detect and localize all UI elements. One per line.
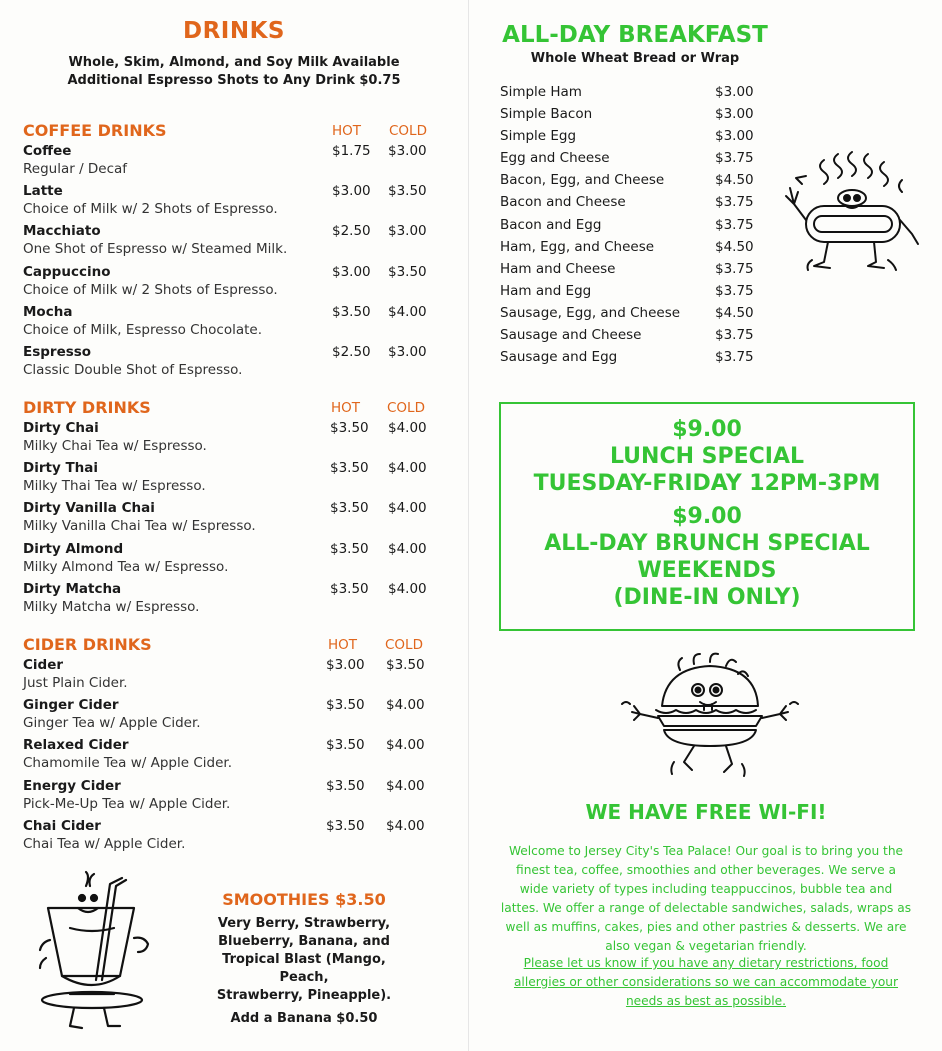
item-cold-price: $4.00 bbox=[388, 460, 427, 477]
smoothies-title: SMOOTHIES $3.50 bbox=[222, 890, 386, 909]
smoothies-section bbox=[200, 890, 408, 1026]
smoothies-line: Tropical Blast (Mango, Peach, bbox=[222, 952, 386, 985]
breakfast-item bbox=[500, 128, 760, 150]
cider-cold-header: COLD bbox=[385, 637, 423, 653]
cider-hot-header: HOT bbox=[328, 637, 358, 653]
menu-item bbox=[23, 420, 443, 460]
breakfast-item-price: $4.50 bbox=[715, 238, 754, 255]
smoothies-line: Very Berry, Strawberry, bbox=[217, 916, 391, 931]
breakfast-item bbox=[500, 84, 760, 106]
breakfast-item-price: $3.75 bbox=[715, 194, 754, 211]
menu-item bbox=[23, 778, 443, 818]
breakfast-item bbox=[500, 239, 760, 261]
breakfast-item-price: $3.00 bbox=[715, 106, 754, 123]
item-cold-price: $3.00 bbox=[388, 343, 427, 360]
item-name: Ginger Cider bbox=[23, 697, 119, 714]
item-hot-price: $2.50 bbox=[332, 343, 371, 360]
breakfast-item-name: Bacon and Cheese bbox=[500, 194, 626, 211]
item-hot-price: $3.50 bbox=[326, 737, 365, 754]
item-name: Dirty Vanilla Chai bbox=[23, 500, 155, 517]
item-hot-price: $3.00 bbox=[332, 263, 371, 280]
item-hot-price: $3.50 bbox=[332, 303, 371, 320]
breakfast-item-name: Simple Ham bbox=[500, 84, 582, 100]
menu-item bbox=[23, 143, 443, 183]
lunch-label: LUNCH SPECIAL bbox=[609, 444, 805, 469]
item-hot-price: $3.50 bbox=[326, 697, 365, 714]
item-desc: Milky Matcha w/ Espresso. bbox=[23, 598, 200, 615]
item-hot-price: $3.50 bbox=[330, 460, 369, 477]
breakfast-item bbox=[500, 349, 760, 371]
item-name: Dirty Almond bbox=[23, 540, 124, 557]
breakfast-item-price: $3.00 bbox=[715, 84, 754, 100]
breakfast-item-price: $4.50 bbox=[715, 304, 754, 321]
item-name: Coffee bbox=[23, 143, 72, 159]
menu-item bbox=[23, 818, 443, 858]
item-name: Macchiato bbox=[23, 223, 101, 240]
menu-item bbox=[23, 657, 443, 697]
coffee-title: COFFEE DRINKS bbox=[23, 121, 167, 140]
dirty-cold-header: COLD bbox=[387, 400, 425, 416]
cider-section bbox=[23, 635, 443, 858]
dirty-hot-header: HOT bbox=[331, 400, 361, 416]
brunch-note: (DINE-IN ONLY) bbox=[613, 585, 801, 610]
item-cold-price: $4.00 bbox=[388, 540, 427, 557]
cup-character-icon bbox=[30, 868, 160, 1036]
coffee-hot-header: HOT bbox=[332, 123, 362, 139]
item-name: Dirty Thai bbox=[23, 460, 99, 477]
item-desc: Choice of Milk w/ 2 Shots of Espresso. bbox=[23, 281, 278, 298]
item-hot-price: $1.75 bbox=[332, 143, 371, 159]
menu-item bbox=[23, 737, 443, 777]
breakfast-item-name: Sausage, Egg, and Cheese bbox=[500, 304, 681, 321]
item-cold-price: $3.00 bbox=[388, 223, 427, 240]
breakfast-item bbox=[500, 150, 760, 172]
item-name: Relaxed Cider bbox=[23, 737, 129, 754]
coffee-section bbox=[23, 121, 443, 384]
breakfast-item bbox=[500, 217, 760, 239]
breakfast-item-name: Sausage and Egg bbox=[500, 349, 618, 366]
item-name: Chai Cider bbox=[23, 817, 101, 834]
breakfast-item-name: Simple Egg bbox=[500, 128, 577, 145]
item-desc: Just Plain Cider. bbox=[23, 675, 128, 691]
item-hot-price: $3.50 bbox=[330, 500, 369, 517]
menu-item bbox=[23, 223, 443, 263]
dirty-section bbox=[23, 398, 443, 621]
cider-title: CIDER DRINKS bbox=[23, 635, 152, 654]
smoothies-line: Blueberry, Banana, and bbox=[218, 934, 390, 949]
wifi-heading: WE HAVE FREE WI-FI! bbox=[585, 800, 827, 824]
item-desc: Milky Chai Tea w/ Espresso. bbox=[23, 438, 207, 454]
item-desc: Regular / Decaf bbox=[23, 161, 128, 177]
specials-box bbox=[499, 402, 915, 631]
item-desc: One Shot of Espresso w/ Steamed Milk. bbox=[23, 241, 288, 258]
breakfast-item-name: Ham and Egg bbox=[500, 282, 592, 299]
breakfast-item bbox=[500, 327, 760, 349]
item-name: Energy Cider bbox=[23, 777, 121, 794]
breakfast-item-price: $3.75 bbox=[715, 260, 754, 277]
burger-character-icon bbox=[610, 652, 810, 788]
breakfast-item-price: $3.75 bbox=[715, 150, 754, 167]
item-name: Espresso bbox=[23, 343, 92, 360]
item-desc: Milky Vanilla Chai Tea w/ Espresso. bbox=[23, 518, 256, 535]
drinks-subtitle-2: Additional Espresso Shots to Any Drink $0.75 bbox=[67, 73, 401, 88]
lunch-price: $9.00 bbox=[672, 417, 742, 442]
item-cold-price: $4.00 bbox=[388, 500, 427, 517]
menu-item bbox=[23, 344, 443, 384]
item-hot-price: $3.50 bbox=[330, 580, 369, 597]
menu-item bbox=[23, 697, 443, 737]
item-cold-price: $3.50 bbox=[388, 263, 427, 280]
breakfast-item-price: $3.00 bbox=[715, 128, 754, 145]
item-name: Latte bbox=[23, 183, 63, 200]
item-cold-price: $4.00 bbox=[388, 303, 427, 320]
item-hot-price: $3.00 bbox=[332, 183, 371, 200]
breakfast-item-name: Ham, Egg, and Cheese bbox=[500, 238, 655, 255]
cider-list bbox=[23, 657, 443, 858]
item-name: Mocha bbox=[23, 303, 73, 320]
dietary-note: Please let us know if you have any dietary restrictions, food allergies or other considerations so we can accommodate your needs as best as possible. bbox=[513, 956, 899, 1008]
about-text: Welcome to Jersey City's Tea Palace! Our goal is to bring you the finest tea, coffee, smoothies and other beverages. We serve a wide variety of types including teappuccinos, bubble tea and lattes. We offer a range of delectable sandwiches, salads, wraps as well as muffins, cakes, pies and other pastries & desserts. We are also vegan & vegetarian friendly. bbox=[500, 844, 912, 953]
item-hot-price: $3.50 bbox=[326, 777, 365, 794]
smoothies-addon: Add a Banana $0.50 bbox=[230, 1011, 378, 1026]
drinks-subtitle-1: Whole, Skim, Almond, and Soy Milk Available bbox=[68, 55, 400, 70]
breakfast-list bbox=[500, 84, 760, 371]
brunch-when: WEEKENDS bbox=[637, 558, 777, 583]
menu-item bbox=[23, 581, 443, 621]
breakfast-item-price: $3.75 bbox=[715, 282, 754, 299]
lunch-when: TUESDAY-FRIDAY 12PM-3PM bbox=[533, 471, 881, 496]
item-cold-price: $4.00 bbox=[388, 580, 427, 597]
menu-item bbox=[23, 304, 443, 344]
item-desc: Chamomile Tea w/ Apple Cider. bbox=[23, 755, 232, 772]
item-desc: Pick-Me-Up Tea w/ Apple Cider. bbox=[23, 795, 231, 812]
dirty-title: DIRTY DRINKS bbox=[23, 398, 151, 417]
breakfast-title: ALL-DAY BREAKFAST bbox=[502, 22, 768, 48]
menu-item bbox=[23, 183, 443, 223]
item-cold-price: $3.50 bbox=[386, 657, 425, 673]
breakfast-subtitle: Whole Wheat Bread or Wrap bbox=[530, 51, 740, 66]
drinks-title: DRINKS bbox=[183, 18, 285, 44]
item-desc: Milky Almond Tea w/ Espresso. bbox=[23, 558, 229, 575]
item-cold-price: $4.00 bbox=[388, 420, 427, 436]
item-hot-price: $3.50 bbox=[326, 817, 365, 834]
smoothies-line: Strawberry, Pineapple). bbox=[216, 988, 392, 1003]
coffee-cold-header: COLD bbox=[389, 123, 427, 139]
breakfast-item-price: $3.75 bbox=[715, 327, 754, 344]
item-desc: Ginger Tea w/ Apple Cider. bbox=[23, 715, 201, 732]
item-desc: Choice of Milk w/ 2 Shots of Espresso. bbox=[23, 201, 278, 218]
breakfast-item-name: Bacon and Egg bbox=[500, 216, 602, 233]
menu-item bbox=[23, 541, 443, 581]
item-cold-price: $3.50 bbox=[388, 183, 427, 200]
item-cold-price: $4.00 bbox=[386, 737, 425, 754]
breakfast-item bbox=[500, 106, 760, 128]
fold-line bbox=[468, 0, 469, 1051]
item-name: Cappuccino bbox=[23, 263, 111, 280]
item-name: Dirty Matcha bbox=[23, 580, 122, 597]
item-cold-price: $3.00 bbox=[388, 143, 427, 159]
breakfast-item-name: Bacon, Egg, and Cheese bbox=[500, 172, 665, 189]
breakfast-item bbox=[500, 194, 760, 216]
item-desc: Classic Double Shot of Espresso. bbox=[23, 361, 243, 378]
breakfast-item-name: Ham and Cheese bbox=[500, 260, 616, 277]
breakfast-item bbox=[500, 261, 760, 283]
brunch-price: $9.00 bbox=[672, 504, 742, 529]
item-cold-price: $4.00 bbox=[386, 697, 425, 714]
menu-item bbox=[23, 264, 443, 304]
item-cold-price: $4.00 bbox=[386, 777, 425, 794]
breakfast-item-price: $3.75 bbox=[715, 349, 754, 366]
menu-item bbox=[23, 500, 443, 540]
breakfast-item-price: $3.75 bbox=[715, 216, 754, 233]
item-hot-price: $3.50 bbox=[330, 420, 369, 436]
breakfast-item bbox=[500, 283, 760, 305]
item-desc: Choice of Milk, Espresso Chocolate. bbox=[23, 321, 263, 338]
item-cold-price: $4.00 bbox=[386, 817, 425, 834]
menu-item bbox=[23, 460, 443, 500]
breakfast-item-name: Egg and Cheese bbox=[500, 150, 610, 167]
breakfast-item-price: $4.50 bbox=[715, 172, 754, 189]
breakfast-item-name: Simple Bacon bbox=[500, 106, 593, 123]
item-name: Dirty Chai bbox=[23, 420, 99, 436]
item-desc: Chai Tea w/ Apple Cider. bbox=[23, 835, 186, 852]
item-hot-price: $3.50 bbox=[330, 540, 369, 557]
brunch-label: ALL-DAY BRUNCH SPECIAL bbox=[544, 531, 870, 556]
item-hot-price: $2.50 bbox=[332, 223, 371, 240]
item-hot-price: $3.00 bbox=[326, 657, 365, 673]
hotdog-character-icon bbox=[784, 148, 924, 298]
breakfast-item-name: Sausage and Cheese bbox=[500, 327, 642, 344]
coffee-list bbox=[23, 143, 443, 384]
item-desc: Milky Thai Tea w/ Espresso. bbox=[23, 478, 206, 495]
item-name: Cider bbox=[23, 657, 64, 673]
breakfast-item bbox=[500, 305, 760, 327]
breakfast-item bbox=[500, 172, 760, 194]
dirty-list bbox=[23, 420, 443, 621]
